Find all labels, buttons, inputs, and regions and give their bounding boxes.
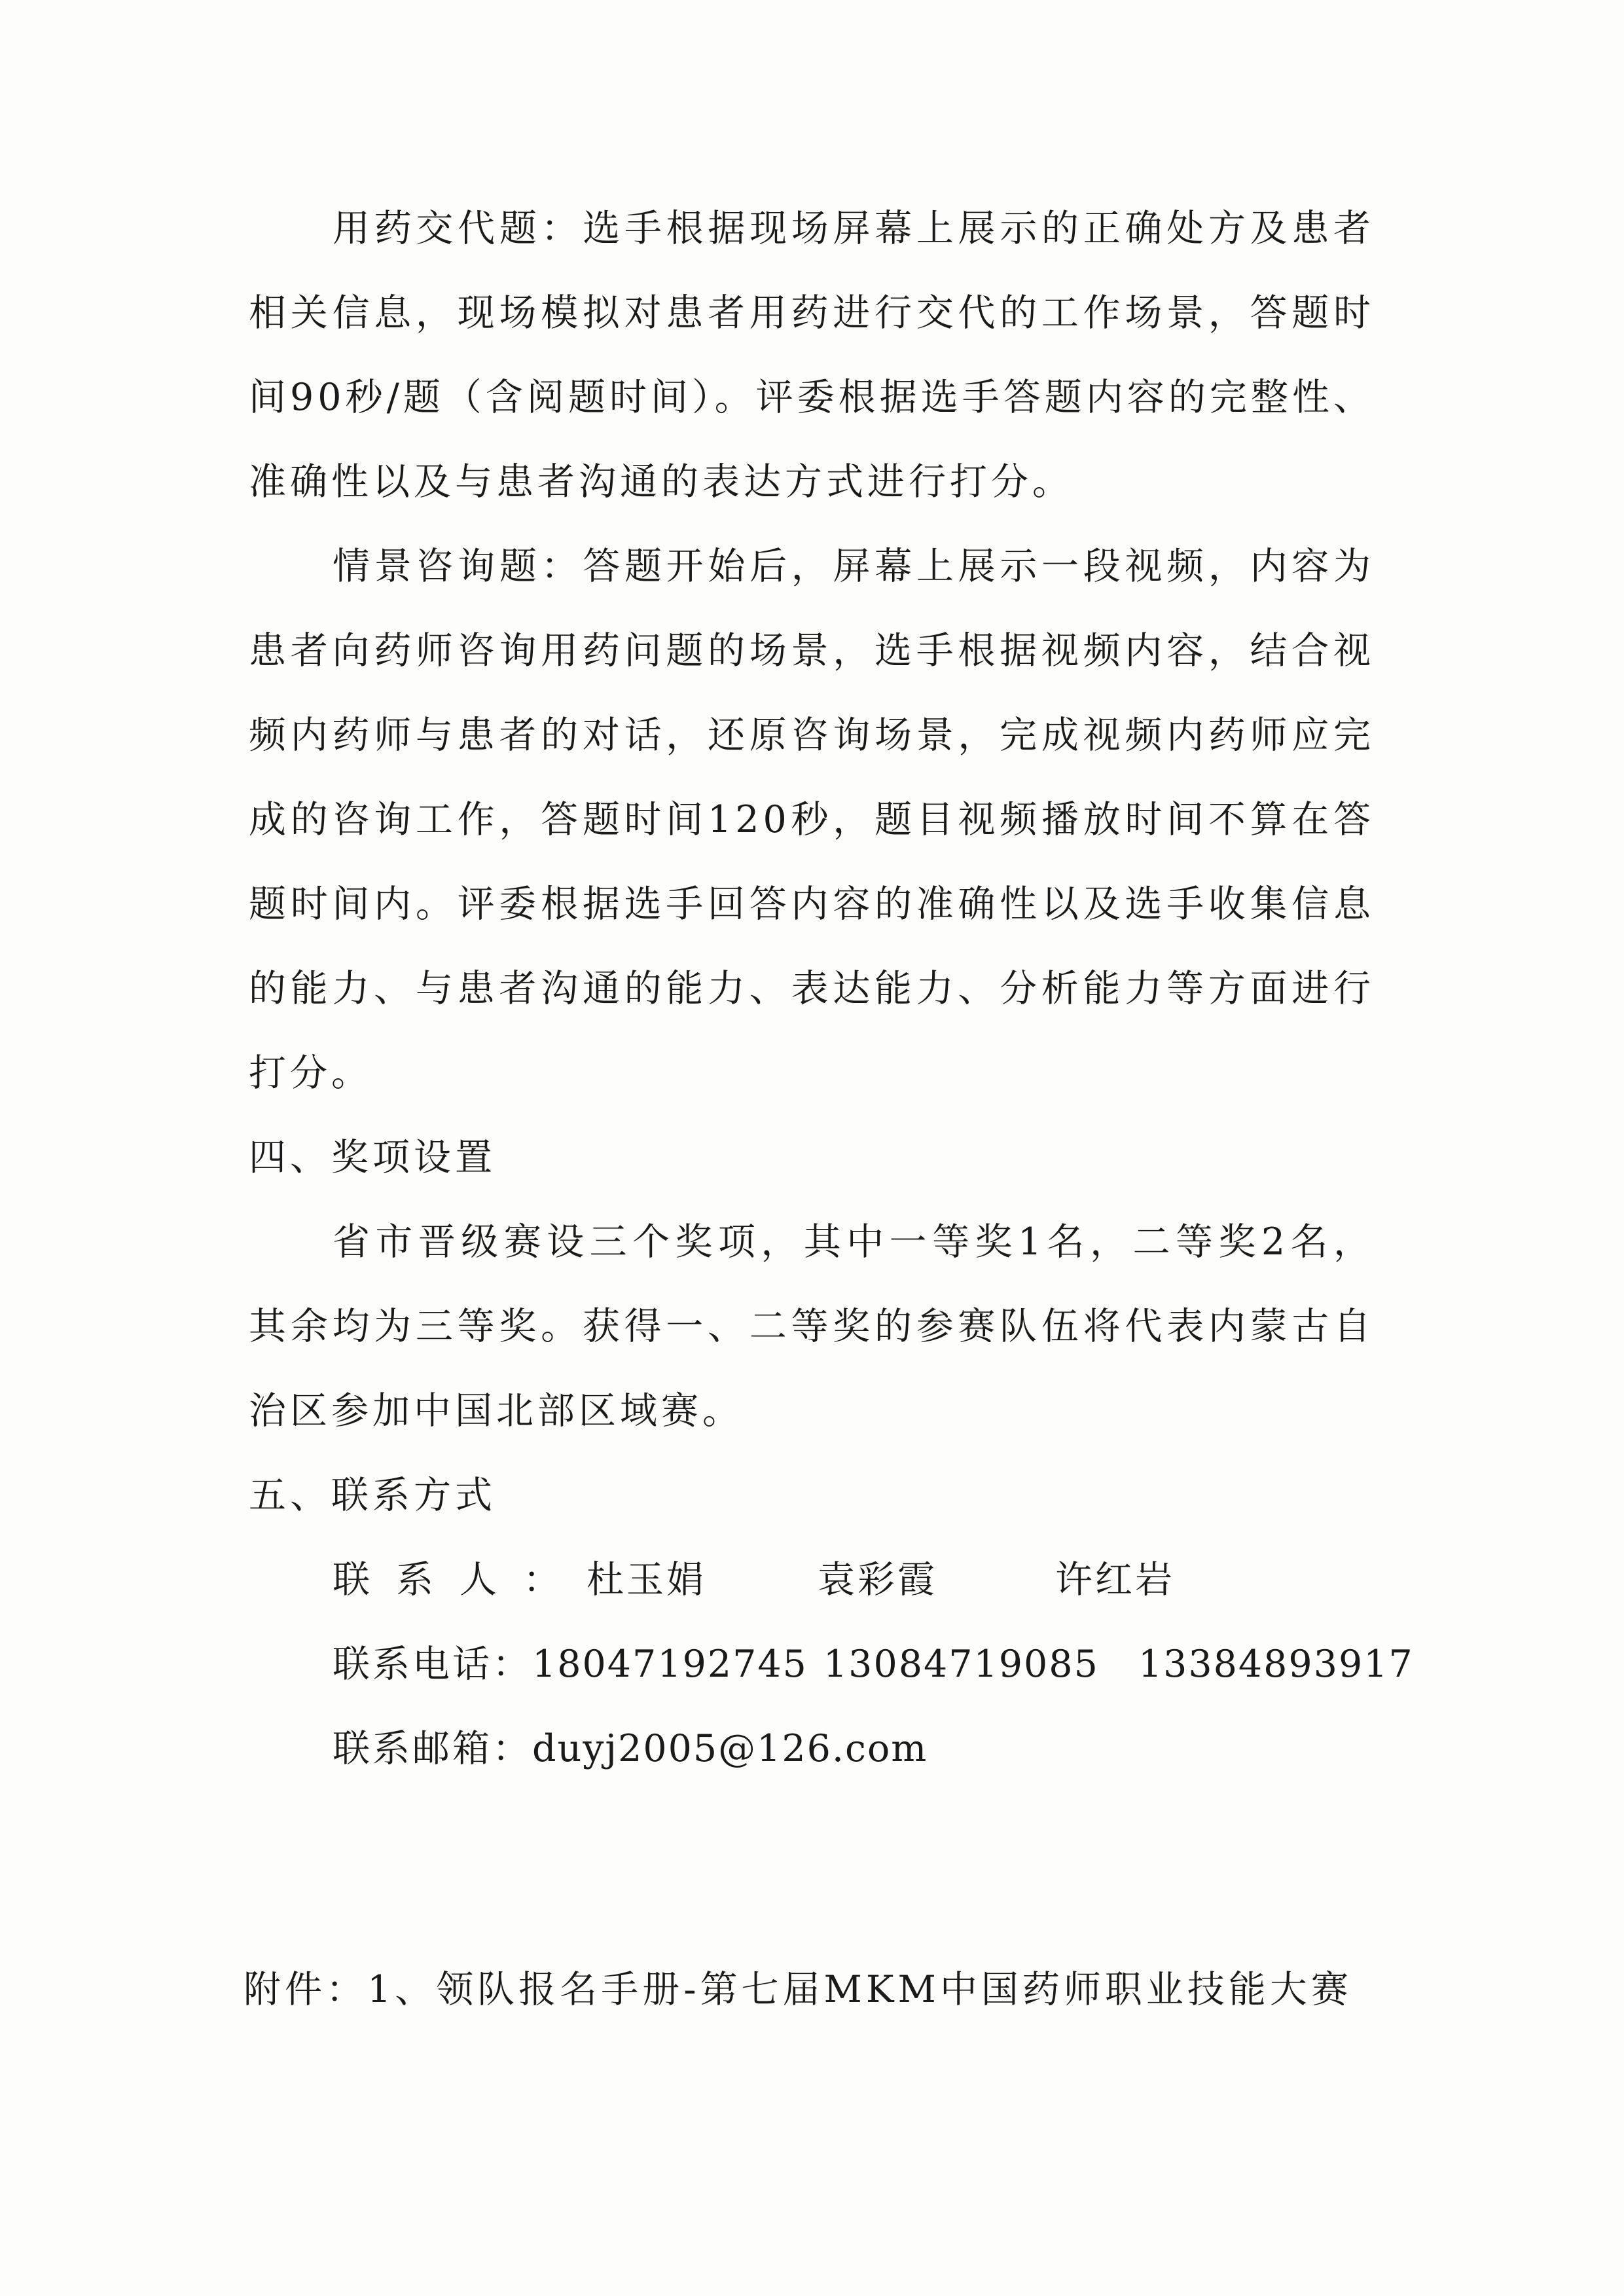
phone-number: 18047192745 <box>532 1643 808 1686</box>
document-body <box>249 187 1414 1791</box>
contact-phones-row <box>249 1622 1414 1707</box>
phone-number: 13384893917 <box>1138 1643 1414 1686</box>
email-label: 联系邮箱： <box>333 1727 532 1770</box>
section-heading-contact: 五、联系方式 <box>249 1474 496 1517</box>
contact-label: 联系人： <box>333 1558 586 1601</box>
attachment-note: 附件：1、领队报名手册-第七届MKM中国药师职业技能大赛 <box>244 1968 1352 2011</box>
email-address: duyj2005@126.com <box>532 1727 928 1770</box>
phone-label: 联系电话： <box>333 1643 532 1686</box>
contact-email-row <box>249 1707 1375 1791</box>
contact-name: 许红岩 <box>1055 1558 1175 1601</box>
paragraph-medication-guidance: 用药交代题：选手根据现场屏幕上展示的正确处方及患者相关信息，现场模拟对患者用药进行交代的工作场景，答题时间90秒/题（含阅题时间）。评委根据选手答题内容的完整性、准确性以及与患者沟通的表达方式进行打分。 <box>249 207 1375 503</box>
phone-number: 13084719085 <box>823 1643 1099 1686</box>
contact-persons-row <box>249 1538 1375 1622</box>
contact-name: 袁彩霞 <box>818 1558 937 1601</box>
paragraph-awards: 省市晋级赛设三个奖项，其中一等奖1名，二等奖2名，其余均为三等奖。获得一、二等奖的参赛队伍将代表内蒙古自治区参加中国北部区域赛。 <box>249 1220 1375 1432</box>
contact-name: 杜玉娟 <box>586 1558 706 1601</box>
paragraph-scenario-consultation: 情景咨询题：答题开始后，屏幕上展示一段视频，内容为患者向药师咨询用药问题的场景，选手根据视频内容，结合视频内药师与患者的对话，还原咨询场景，完成视频内药师应完成的咨询工作，答题时间120秒，题目视频播放时间不算在答题时间内。评委根据选手回答内容的准确性以及选手收集信息的能力、与患者沟通的能力、表达能力、分析能力等方面进行打分。 <box>249 545 1375 1095</box>
section-heading-awards: 四、奖项设置 <box>249 1136 496 1179</box>
